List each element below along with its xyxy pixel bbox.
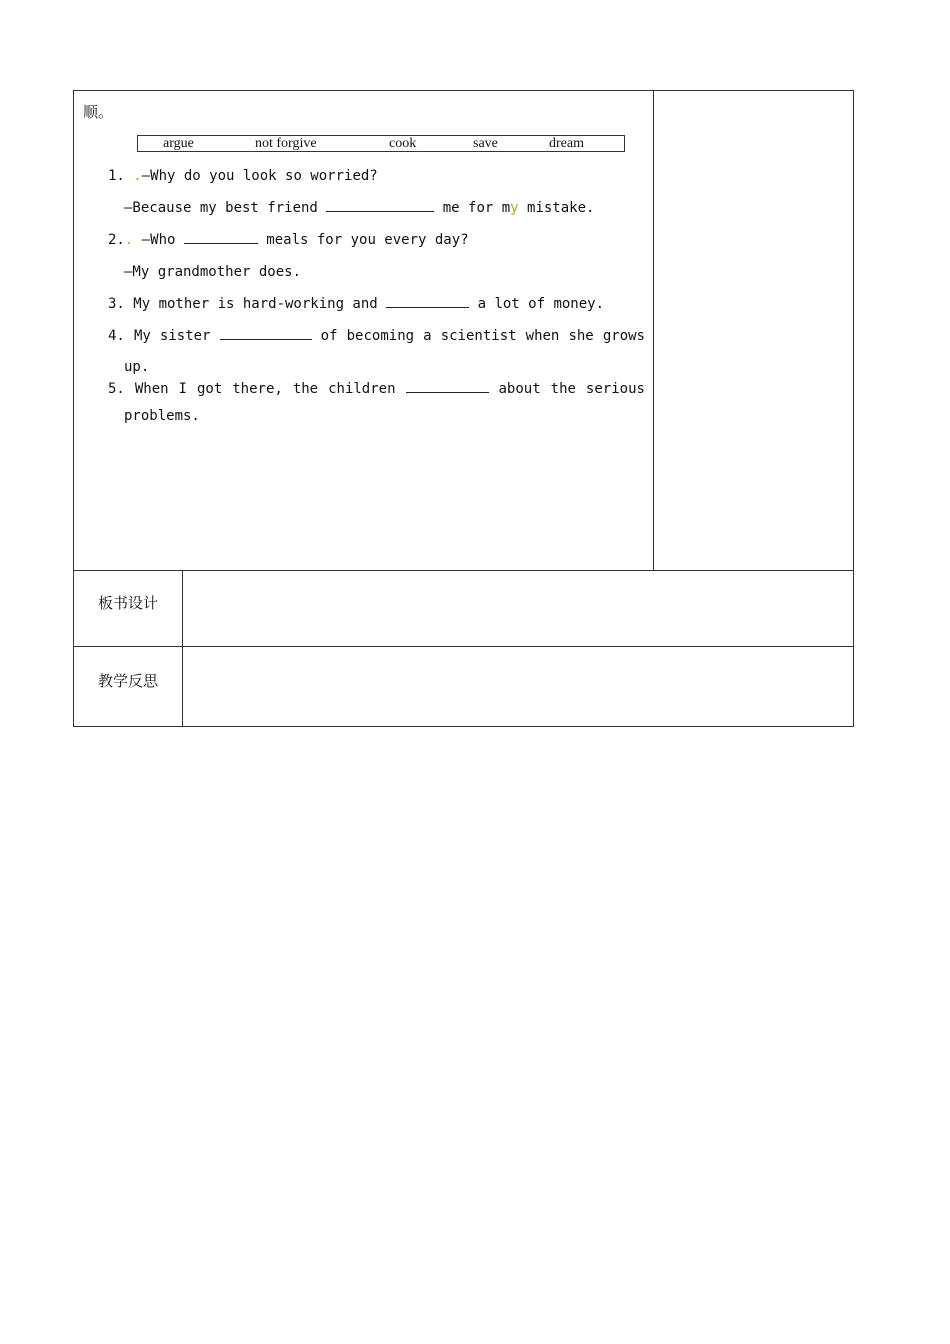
question-5-line-1: 5. When I got there, the children about the serious [108,381,645,397]
word-bank-item: dream [549,136,584,151]
board-design-label: 板书设计 [74,571,183,646]
lesson-plan-table [73,90,854,727]
question-4-line-2: up. [124,359,150,375]
answer-blank[interactable] [386,295,469,308]
question-1-line-2: —Because my best friend me for my mistake. [124,200,595,216]
word-bank-item: cook [389,136,417,151]
question-3: 3. My mother is hard-working and a lot of money. [108,296,605,312]
question-4-line-1: 4. My sister of becoming a scientist when she grows [108,328,645,344]
question-2-line-2: —My grandmother does. [124,264,302,280]
intro-text: 顺。 [83,103,114,121]
word-bank-item: save [473,136,498,151]
word-bank-item: argue [163,136,194,151]
teaching-reflection-label: 教学反思 [74,647,183,726]
answer-blank[interactable] [220,327,312,340]
board-design-row [74,570,853,646]
exercise-cell [74,91,654,570]
answer-blank[interactable] [184,231,258,244]
question-1-line-1: 1. .—Why do you look so worried? [108,168,378,184]
question-5-line-2: problems. [124,408,200,424]
word-bank-item: not forgive [255,136,317,151]
notes-cell [654,91,853,570]
word-bank-box [137,135,625,152]
answer-blank[interactable] [406,380,489,393]
question-2-line-1: 2.. —Who meals for you every day? [108,232,469,248]
teaching-reflection-row [74,646,853,726]
answer-blank[interactable] [326,199,434,212]
